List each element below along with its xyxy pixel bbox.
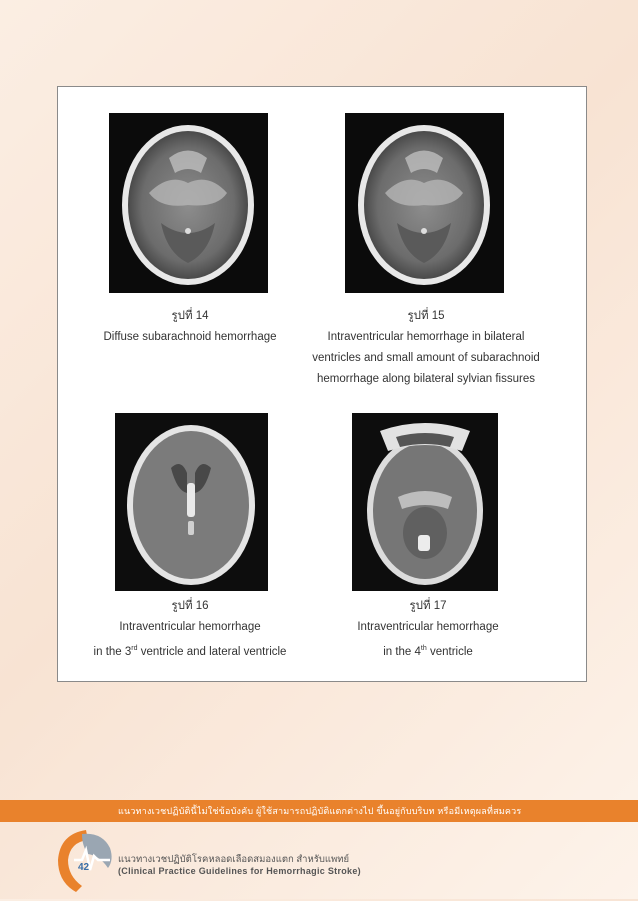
caption-line: Intraventricular hemorrhage — [357, 621, 499, 633]
ct-scan-image-17 — [352, 413, 498, 591]
caption-text: in the 4 — [383, 645, 421, 658]
ordinal-suffix: rd — [131, 645, 138, 652]
footer-subtitle: (Clinical Practice Guidelines for Hemorrhagic Stroke) — [118, 866, 361, 876]
caption-line: Intraventricular hemorrhage — [119, 621, 261, 633]
figure-14-caption — [80, 306, 300, 348]
page-number: 42 — [78, 862, 90, 873]
figure-label: รูปที่ 16 — [171, 600, 209, 612]
figure-label: รูปที่ 17 — [409, 600, 447, 612]
footer-disclaimer: แนวทางเวชปฏิบัตินี้ไม่ใช่ข้อบังคับ ผู้ใช้สามารถปฏิบัติแตกต่างไป ขึ้นอยู่กับบริบท หรือมีเหตุผลที่สมควร — [118, 806, 522, 816]
caption-line: Diffuse subarachnoid hemorrhage — [103, 331, 277, 343]
caption-text: ventricle and lateral ventricle — [137, 645, 287, 658]
figure-label: รูปที่ 15 — [407, 310, 445, 322]
guideline-logo-icon — [52, 826, 116, 896]
caption-line — [318, 638, 538, 663]
footer-disclaimer-bar — [0, 800, 638, 822]
caption-text: in the 3 — [93, 645, 132, 658]
figure-15-caption — [288, 306, 564, 390]
figure-17-caption — [318, 596, 538, 663]
figure-16-caption — [70, 596, 310, 663]
caption-line — [70, 638, 310, 663]
caption-line: Intraventricular hemorrhage in bilateral — [327, 331, 525, 343]
footer-title: แนวทางเวชปฏิบัติโรคหลอดเลือดสมองแตก สำหรับแพทย์ — [118, 854, 350, 865]
caption-line: ventricles and small amount of subarachnoid — [312, 352, 540, 364]
ordinal-suffix: th — [420, 645, 427, 652]
figure-label: รูปที่ 14 — [171, 310, 209, 322]
ct-scan-image-15 — [345, 113, 504, 293]
ct-scan-image-14 — [109, 113, 268, 293]
caption-line: hemorrhage along bilateral sylvian fissures — [317, 373, 535, 385]
ct-scan-image-16 — [115, 413, 268, 591]
caption-text: ventricle — [426, 645, 473, 658]
